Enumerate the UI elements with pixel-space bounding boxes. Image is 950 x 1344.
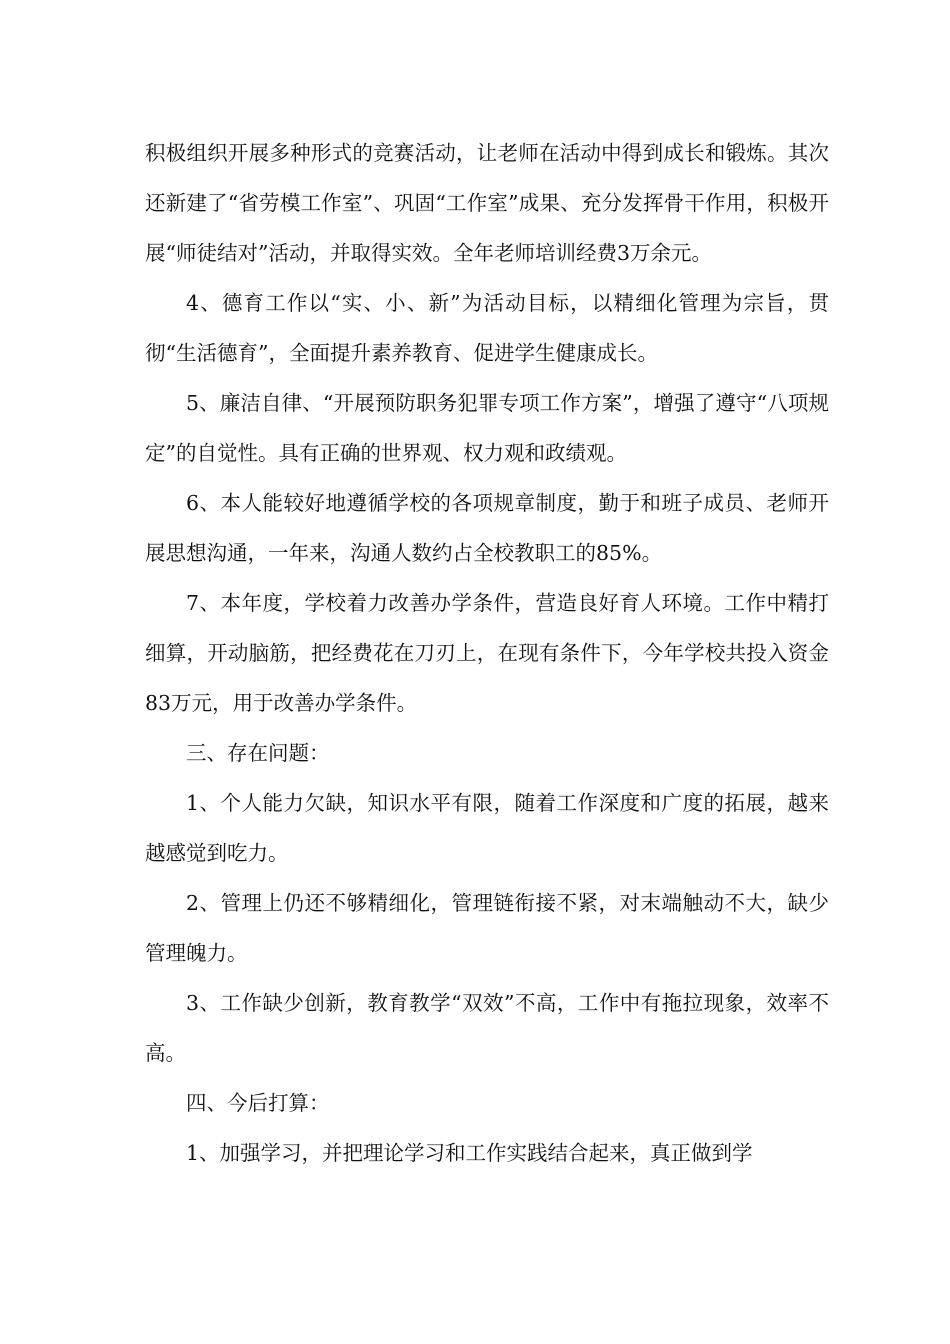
paragraph-8: 3、工作缺少创新，教育教学“双效”不高，工作中有拖拉现象，效率不高。 (145, 991, 829, 1065)
paragraph-6: 1、个人能力欠缺，知识水平有限，随着工作深度和广度的拓展，越来越感觉到吃力。 (145, 791, 829, 865)
section-heading-plans: 四、今后打算： (186, 1091, 330, 1115)
section-heading-problems: 三、存在问题： (186, 741, 330, 765)
paragraph-1: 积极组织开展多种形式的竞赛活动，让老师在活动中得到成长和锻炼。其次还新建了“省劳模工作室”、巩固“工作室”成果、充分发挥骨干作用，积极开展“师徒结对”活动，并取得实效。全年老师培训经费3万余元。 (145, 141, 829, 265)
paragraph-5: 7、本年度，学校着力改善办学条件，营造良好育人环境。工作中精打细算，开动脑筋，把经费花在刀刃上，在现有条件下，今年学校共投入资金83万元，用于改善办学条件。 (145, 591, 829, 715)
paragraph-4: 6、本人能较好地遵循学校的各项规章制度，勤于和班子成员、老师开展思想沟通，一年来，沟通人数约占全校教职工的85%。 (145, 491, 829, 565)
paragraph-2: 4、德育工作以“实、小、新”为活动目标，以精细化管理为宗旨，贯彻“生活德育”，全面提升素养教育、促进学生健康成长。 (145, 291, 829, 365)
document-body (145, 128, 829, 1178)
paragraph-9: 1、加强学习，并把理论学习和工作实践结合起来，真正做到学 (186, 1141, 753, 1165)
paragraph-3: 5、廉洁自律、“开展预防职务犯罪专项工作方案”，增强了遵守“八项规定”的自觉性。具有正确的世界观、权力观和政绩观。 (145, 391, 829, 465)
paragraph-7: 2、管理上仍还不够精细化，管理链衔接不紧，对末端触动不大，缺少管理魄力。 (145, 891, 829, 965)
